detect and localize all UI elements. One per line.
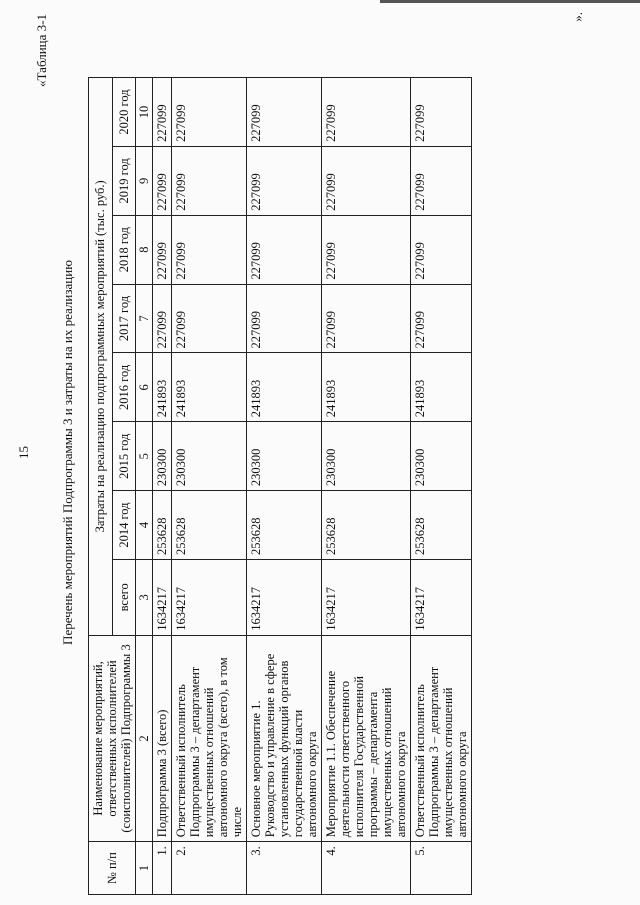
row-year-value: 253628 [322,491,411,560]
column-number: 10 [136,78,153,147]
row-name: Основное мероприятие 1. Руководство и управление в сфере установленных функций органов государственной власти автономного округа [247,635,322,842]
table-label: «Таблица 3-1 [34,14,49,87]
column-number: 4 [136,491,153,560]
row-year-value: 227099 [411,78,472,147]
row-total: 1634217 [411,559,472,635]
row-year-value: 227099 [322,146,411,215]
row-year-value: 230300 [322,422,411,491]
table-row [172,78,247,895]
header-year: 2016 год [112,353,136,422]
row-year-value: 241893 [247,353,322,422]
row-name: Подпрограмма 3 (всего) [153,635,172,842]
row-year-value: 227099 [247,284,322,353]
header-year: 2020 год [112,78,136,147]
row-number: 4. [322,842,411,895]
row-year-value: 227099 [247,215,322,284]
column-number: 5 [136,422,153,491]
row-year-value: 227099 [153,78,172,147]
row-year-value: 253628 [172,491,247,560]
column-number: 8 [136,215,153,284]
row-name: Ответственный исполнитель Подпрограммы 3 – департамент имущественных отношений автономного округа (всего), в том числе [172,635,247,842]
row-year-value: 241893 [322,353,411,422]
header-year: 2018 год [112,215,136,284]
row-total: 1634217 [153,559,172,635]
table-row [322,78,411,895]
row-total: 1634217 [247,559,322,635]
row-number: 3. [247,842,322,895]
row-year-value: 230300 [247,422,322,491]
row-year-value: 227099 [153,146,172,215]
header-year: 2015 год [112,422,136,491]
page-number: 15 [16,446,31,459]
row-year-value: 241893 [172,353,247,422]
row-year-value: 227099 [411,215,472,284]
header-year: 2019 год [112,146,136,215]
row-year-value: 253628 [411,491,472,560]
header-name: Наименование мероприятий, ответственных исполнителей (соисполнителей) Подпрограммы 3 [89,635,136,842]
row-year-value: 227099 [172,215,247,284]
column-number: 6 [136,353,153,422]
row-year-value: 227099 [411,146,472,215]
row-name: Ответственный исполнитель Подпрограммы 3 – департамент имущественных отношений автономного округа [411,635,472,842]
row-year-value: 227099 [411,284,472,353]
row-year-value: 227099 [322,284,411,353]
table-row [411,78,472,895]
row-year-value: 227099 [247,78,322,147]
header-year: 2017 год [112,284,136,353]
row-year-value: 227099 [172,78,247,147]
column-number: 7 [136,284,153,353]
table-row [153,78,172,895]
row-number: 1. [153,842,172,895]
row-year-value: 253628 [247,491,322,560]
row-year-value: 227099 [172,284,247,353]
row-year-value: 227099 [172,146,247,215]
row-year-value: 227099 [153,215,172,284]
table-row [247,78,322,895]
row-year-value: 227099 [153,284,172,353]
row-number: 5. [411,842,472,895]
row-year-value: 230300 [411,422,472,491]
header-num: № п/п [89,842,136,895]
row-year-value: 253628 [153,491,172,560]
column-number: 2 [136,635,153,842]
column-number: 3 [136,559,153,635]
closing-quote: ». [570,12,585,22]
column-number-row [136,78,153,895]
header-costs-group: Затраты на реализацию подпрограммных мероприятий (тыс. руб.) [89,78,113,636]
costs-table [88,77,472,895]
column-number: 1 [136,842,153,895]
row-year-value: 230300 [153,422,172,491]
row-number: 2. [172,842,247,895]
row-total: 1634217 [322,559,411,635]
row-year-value: 227099 [322,215,411,284]
row-year-value: 230300 [172,422,247,491]
row-total: 1634217 [172,559,247,635]
header-total: всего [112,559,136,635]
row-name: Мероприятие 1.1. Обеспечение деятельности ответственного исполнителя Государственной программы – департамента имущественных отношений автономного округа [322,635,411,842]
header-year: 2014 год [112,491,136,560]
row-year-value: 241893 [411,353,472,422]
row-year-value: 241893 [153,353,172,422]
row-year-value: 227099 [322,78,411,147]
row-year-value: 227099 [247,146,322,215]
document-title: Перечень мероприятий Подпрограммы 3 и затраты на их реализацию [60,260,75,645]
column-number: 9 [136,146,153,215]
